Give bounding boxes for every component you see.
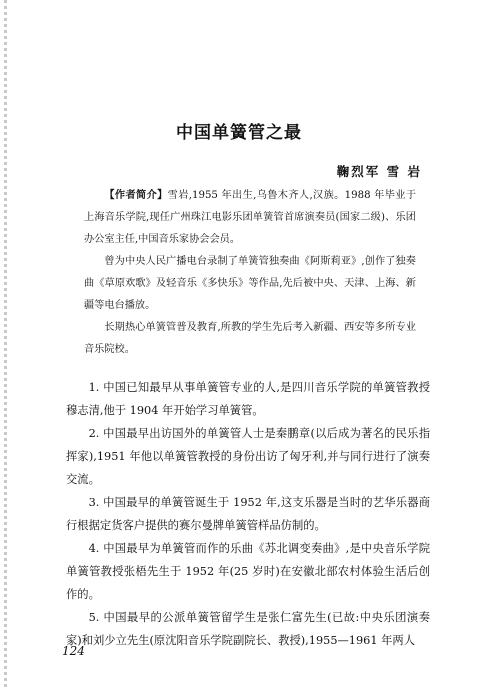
fact-item: 5. 中国最早的公派单簧管留学生是张仁富先生(已故:中央乐团演奏家)和刘少立先生(原沈阳音乐学院副院长、教授),1955—1961 年两人 bbox=[66, 611, 430, 647]
author-byline: 鞠烈军 雪 岩 bbox=[336, 164, 422, 179]
author-bio bbox=[84, 184, 416, 361]
article-title: 中国单簧管之最 bbox=[176, 123, 302, 143]
bio-text: 雪岩,1955 年出生,乌鲁木齐人,汉族。1988 年毕业于上海音乐学院,现任广州珠江电影乐团单簧管首席演奏员(国家二级)、乐团办公室主任,中国音乐家协会会员。 bbox=[84, 190, 417, 245]
bio-paragraph: 长期热心单簧管普及教育,所教的学生先后考入新疆、西安等多所专业音乐院校。 bbox=[84, 322, 416, 355]
fact-item: 3. 中国最早的单簧管诞生于 1952 年,这支乐器是当时的艺华乐器商行根据定货客户提供的赛尔曼牌单簧管样品仿制的。 bbox=[66, 496, 430, 532]
page-number: 124 bbox=[62, 644, 85, 658]
bio-heading: 【作者简介】 bbox=[104, 189, 168, 201]
bio-paragraph bbox=[84, 184, 416, 251]
fact-item: 1. 中国已知最早从事单簧管专业的人,是四川音乐学院的单簧管教授穆志清,他于 1904 年开始学习单簧管。 bbox=[66, 381, 430, 417]
bio-paragraph: 曾为中央人民广播电台录制了单簧管独奏曲《阿斯莉亚》,创作了独奏曲《草原欢歌》及轻音乐《多快乐》等作品,先后被中央、天津、上海、新疆等电台播放。 bbox=[84, 256, 416, 311]
fact-item: 2. 中国最早出访国外的单簧管人士是秦鹏章(以后成为著名的民乐指挥家),1951 年他以单簧管教授的身份出访了匈牙利,并与同行进行了演奏交流。 bbox=[66, 427, 430, 486]
fact-item: 4. 中国最早为单簧管而作的乐曲《苏北调变奏曲》,是中央音乐学院单簧管教授张梧先生于 1952 年(25 岁时)在安徽北部农村体验生活后创作的。 bbox=[66, 542, 430, 601]
facts-list bbox=[66, 376, 430, 652]
binding-edge-marks bbox=[4, 0, 7, 690]
